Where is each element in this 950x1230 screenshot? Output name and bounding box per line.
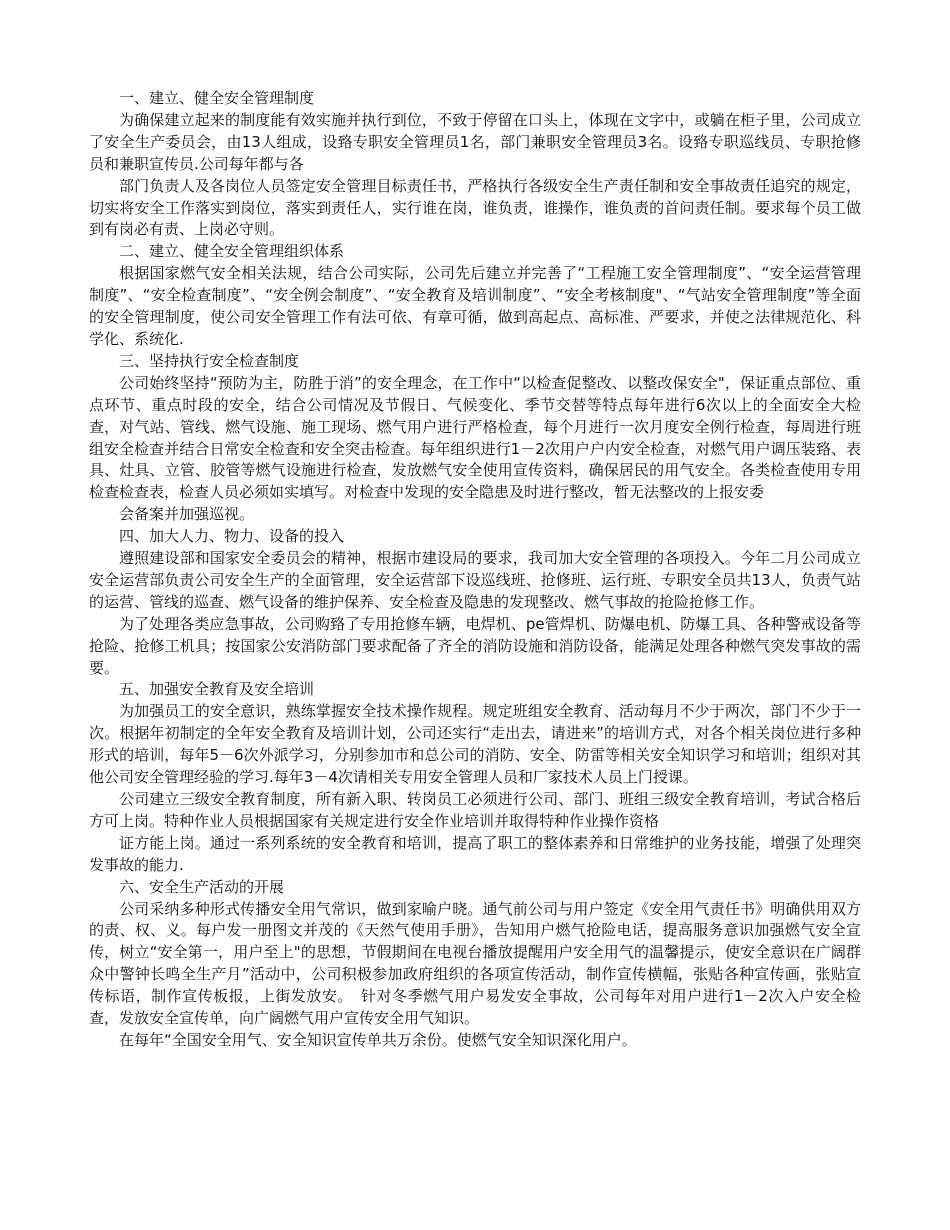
body-paragraph: 公司始终坚持“预防为主，防胜于消”的安全理念，在工作中“以检查促整改、以整改保安全"，保证重点部位、重点环节、重点时段的安全，结合公司情况及节假日、气候变化、季节交替等特点每年进行6次以上的全面安全大检查，对气站、管线、燃气设施、施工现场、燃气用户进行严格检查，每个月进行一次月度安全例行检查，每周进行班组安全检查并结合日常安全检查和安全突击检查。每年组织进行1－2次用户户内安全检查，对燃气用户调压装臵、表具、灶具、立管、胶管等燃气设施进行检查，发放燃气安全使用宣传资料，确保居民的用气安全。各类检查使用专用检查检查表，检查人员必须如实填写。对检查中发现的安全隐患及时进行整改，暂无法整改的上报安委 [89,373,861,502]
section-heading-4: 四、加大人力、物力、设备的投入 [119,527,345,546]
body-paragraph: 会备案并加强巡视。 [119,505,255,524]
body-paragraph: 遵照建设部和国家安全委员会的精神，根据市建设局的要求，我司加大安全管理的各项投入。今年二月公司成立安全运营部负责公司安全生产的全面管理，安全运营部下设巡线班、抢修班、运行班、专职安全员共13人，负责气站的运营、管线的巡查、燃气设备的维护保养、安全检查及隐患的发现整改、燃气事故的抢险抢修工作。 [89,549,861,611]
body-paragraph: 为加强员工的安全意识，熟练掌握安全技术操作规程。规定班组安全教育、活动每月不少于两次，部门不少于一次。根据年初制定的全年安全教育及培训计划，公司还实行“走出去，请进来”的培训方式，对各个相关岗位进行多种形式的培训，每年5－6次外派学习，分别参加市和总公司的消防、安全、防雷等相关安全知识学习和培训；组织对其他公司安全管理经验的学习.每年3－4次请相关专用安全管理人员和厂家技术人员上门授课。 [89,702,861,787]
section-heading-3: 三、坚持执行安全检查制度 [119,351,300,370]
body-paragraph: 公司建立三级安全教育制度，所有新入职、转岗员工必须进行公司、部门、班组三级安全教育培训，考试合格后方可上岗。特种作业人员根据国家有关规定进行安全作业培训并取得特种作业操作资格 [89,790,861,830]
section-heading-6: 六、安全生产活动的开展 [119,877,285,896]
body-paragraph: 证方能上岗。通过一系列系统的安全教育和培训，提高了职工的整体素养和日常维护的业务技能，增强了处理突发事故的能力. [89,833,861,874]
body-paragraph: 部门负责人及各岗位人员签定安全管理目标责任书，严格执行各级安全生产责任制和安全事故责任追究的规定，切实将安全工作落实到岗位，落实到责任人，实行谁在岗，谁负责，谁操作，谁负责的首问责任制。要求每个员工做到有岗必有责、上岗必守则。 [89,176,861,239]
section-heading-2: 二、建立、健全安全管理组织体系 [119,242,345,261]
body-paragraph: 公司采纳多种形式传播安全用气常识，做到家喻户晓。通气前公司与用户签定《安全用气责任书》明确供用双方的责、权、义。每户发一册图文并茂的《天然气使用手册》，告知用户燃气抢险电话，提高服务意识加强燃气安全宣传，树立“安全第一，用户至上"的思想，节假期间在电视台播放提醒用户安全用气的温馨提示，使安全意识在广阔群众中警钟长鸣全生产月”活动中，公司积极参加政府组织的各项宣传活动，制作宣传横幅，张贴各种宣传画，张贴宣传标语，制作宣传板报，上街发放安。 针对冬季燃气用户易发安全事故，公司每年对用户进行1－2次入户安全检查，发放安全宣传单，向广阔燃气用户宣传安全用气知识。 [89,899,861,1028]
document-body [89,88,861,1052]
body-paragraph: 根据国家燃气安全相关法规，结合公司实际，公司先后建立并完善了“工程施工安全管理制度”、“安全运营管理制度”、“安全检查制度”、“安全例会制度”、“安全教育及培训制度”、“安全考核制度"、“气站安全管理制度”等全面的安全管理制度，使公司安全管理工作有法可依、有章可循，做到高起点、高标准、严要求，并使之法律规范化、科学化、系统化. [89,264,861,348]
section-heading-1: 一、建立、健全安全管理制度 [119,89,315,107]
body-paragraph: 在每年“全国安全用气、安全知识宣传单共万余份。使燃气安全知识深化用户。 [119,1030,637,1049]
body-paragraph: 为了处理各类应急事故，公司购臵了专用抢修车辆，电焊机、pe管焊机、防爆电机、防爆工具、各种警戒设备等抢险、抢修工机具；按国家公安消防部门要求配备了齐全的消防设施和消防设备，能满足处理各种燃气突发事故的需要。 [89,614,861,677]
body-paragraph: 为确保建立起来的制度能有效实施并执行到位，不致于停留在口头上，体现在文字中，或躺在柜子里，公司成立了安全生产委员会，由13人组成，设臵专职安全管理员1名，部门兼职安全管理员3名。设臵专职巡线员、专职抢修员和兼职宣传员.公司每年都与各 [89,110,861,173]
section-heading-5: 五、加强安全教育及安全培训 [119,680,315,699]
